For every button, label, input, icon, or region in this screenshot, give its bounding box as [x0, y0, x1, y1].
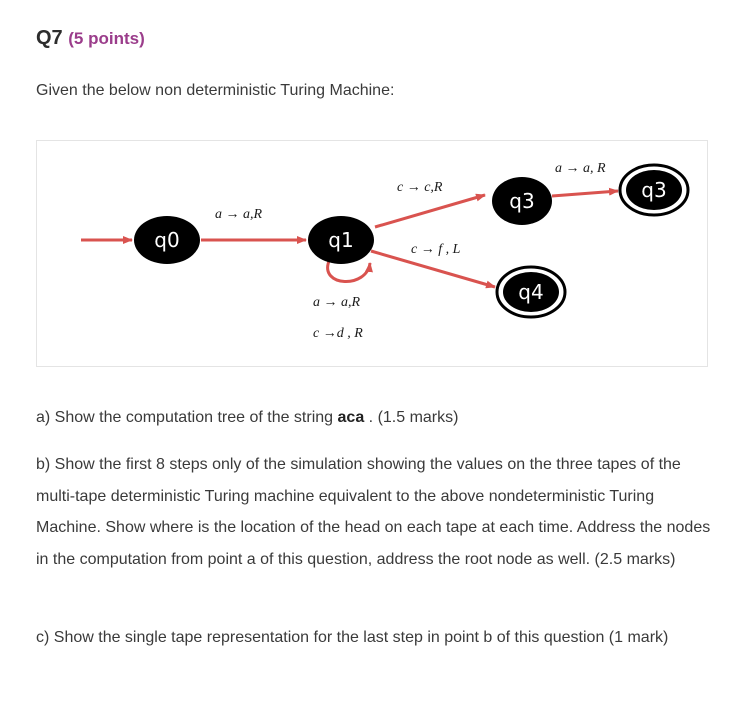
question-points: (5 points) — [68, 29, 145, 48]
part-a-string: aca — [337, 409, 365, 426]
state-q1-label: q1 — [328, 228, 354, 252]
part-a-suffix: . (1.5 marks) — [368, 409, 459, 426]
label-loop-2: c →d , R — [313, 326, 363, 341]
state-diagram-svg — [37, 141, 707, 366]
label-loop-1: a → a,R — [313, 295, 361, 310]
label-q0-q1: a → a,R — [215, 207, 263, 222]
turing-machine-diagram — [36, 140, 708, 367]
part-c: c) Show the single tape representation for the last step in point b of this question (1 mark) — [36, 629, 669, 646]
label-q1-q3: c → c,R — [397, 180, 443, 195]
state-q3-label: q3 — [509, 189, 535, 213]
edge-q1-q3 — [375, 195, 485, 227]
state-q0-label: q0 — [154, 228, 180, 252]
question-number: Q7 — [36, 27, 63, 49]
part-b: b) Show the first 8 steps only of the simulation showing the values on the three tapes of the multi-tape deterministic Turing machine equivalent to the above nondeterministic Turing Machine. Show where is the location of the head on each tape at each time. Address the nodes in the computation from point a of this question, address the root node as well. (2.5 marks) — [36, 456, 711, 568]
edge-q3-q3final — [552, 191, 618, 196]
state-q4-label: q4 — [518, 280, 544, 304]
label-q3-q3: a → a, R — [555, 161, 606, 176]
part-a-prefix: a) Show the computation tree of the string — [36, 409, 334, 426]
intro-text: Given the below non deterministic Turing Machine: — [36, 82, 395, 99]
part-a — [36, 402, 716, 434]
label-q1-q4: c → f , L — [411, 242, 461, 257]
self-loop-q1 — [328, 261, 370, 282]
question-header — [36, 27, 145, 50]
state-q3-final-label: q3 — [641, 178, 667, 202]
